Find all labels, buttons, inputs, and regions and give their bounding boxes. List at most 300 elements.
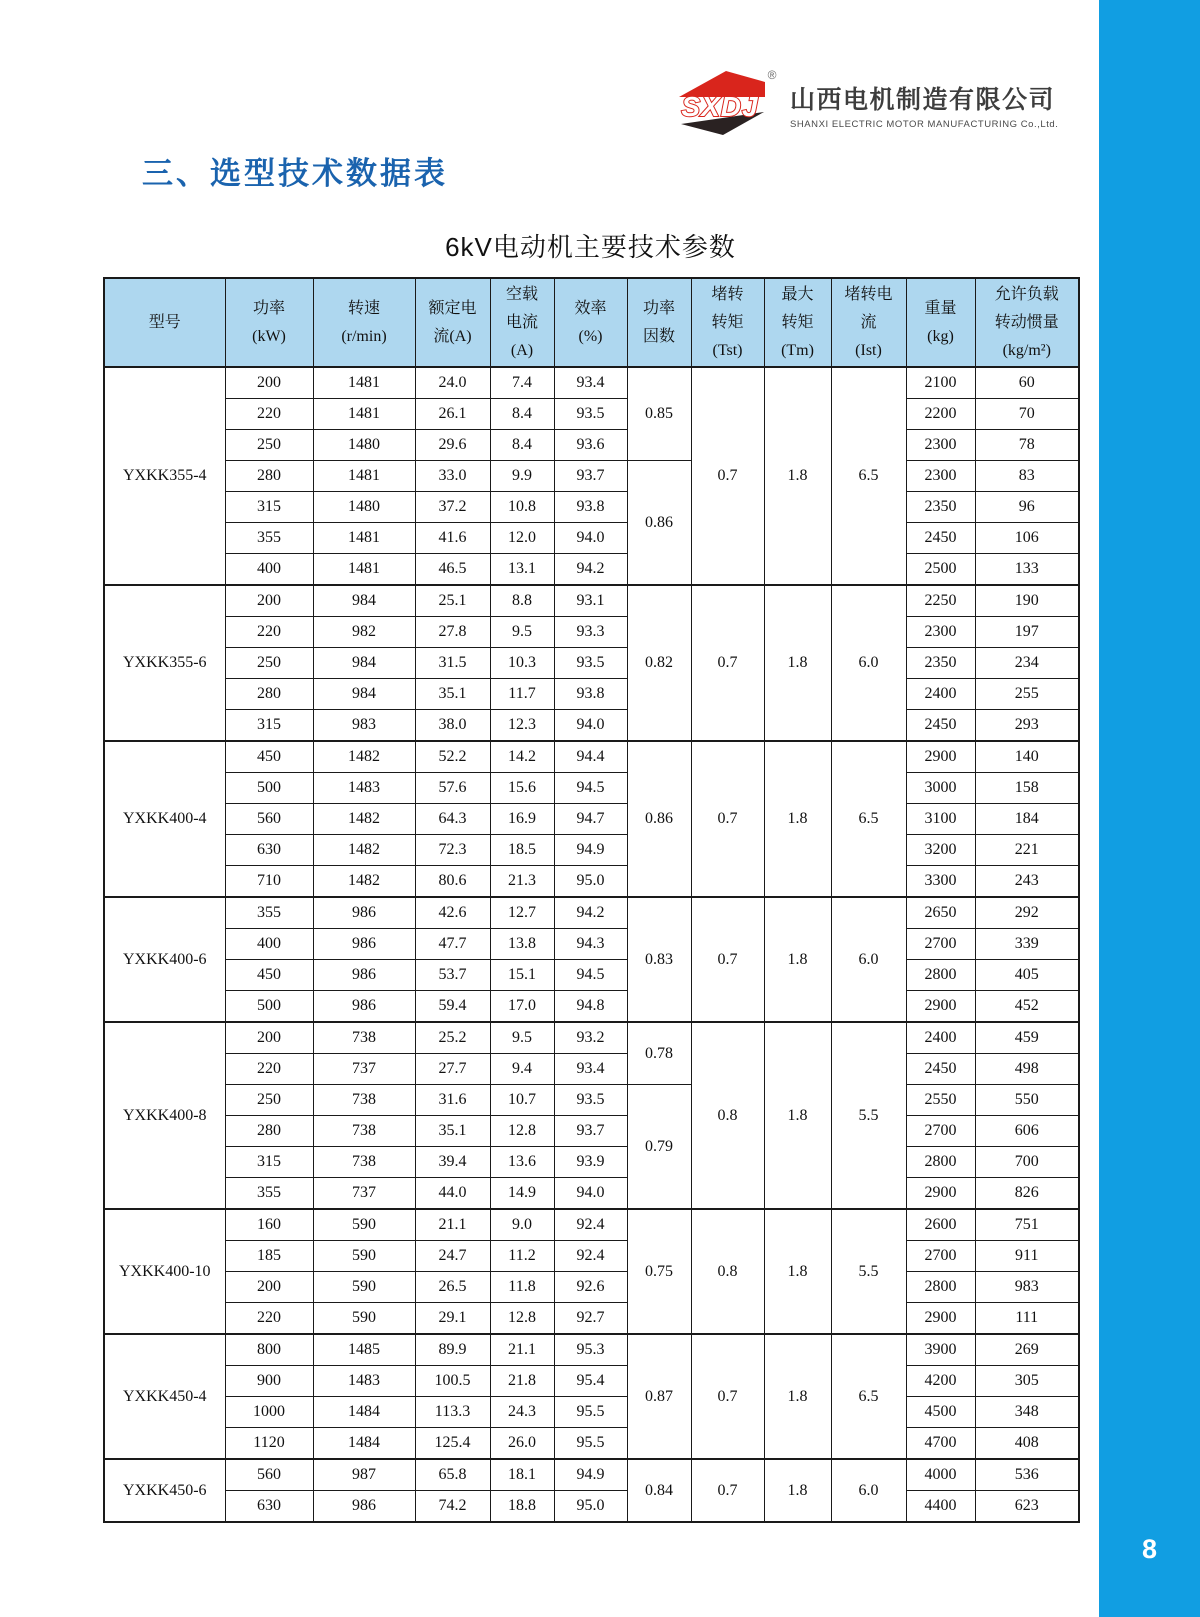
cell-weight: 3900: [906, 1334, 975, 1366]
cell-rated-current: 27.8: [415, 617, 490, 648]
cell-inertia: 550: [975, 1085, 1079, 1116]
cell-inertia: 106: [975, 523, 1079, 554]
cell-locked-torque: 0.7: [691, 367, 764, 585]
cell-power-factor: 0.83: [627, 897, 691, 1022]
cell-speed: 986: [313, 897, 415, 929]
cell-inertia: 190: [975, 585, 1079, 617]
cell-noload-current: 18.5: [490, 835, 554, 866]
cell-efficiency: 95.5: [554, 1428, 627, 1460]
cell-weight: 2250: [906, 585, 975, 617]
cell-speed: 737: [313, 1054, 415, 1085]
cell-rated-current: 100.5: [415, 1366, 490, 1397]
table-row: [104, 399, 1079, 430]
cell-rated-current: 27.7: [415, 1054, 490, 1085]
cell-inertia: 405: [975, 960, 1079, 991]
cell-speed: 982: [313, 617, 415, 648]
table-row: [104, 1241, 1079, 1272]
cell-inertia: 700: [975, 1147, 1079, 1178]
cell-noload-current: 10.8: [490, 492, 554, 523]
cell-rated-current: 44.0: [415, 1178, 490, 1210]
cell-speed: 1482: [313, 866, 415, 898]
cell-inertia: 498: [975, 1054, 1079, 1085]
cell-inertia: 305: [975, 1366, 1079, 1397]
table-row: [104, 1209, 1079, 1241]
cell-efficiency: 92.6: [554, 1272, 627, 1303]
cell-efficiency: 94.8: [554, 991, 627, 1023]
cell-rated-current: 25.1: [415, 585, 490, 617]
cell-power-factor: 0.79: [627, 1085, 691, 1210]
cell-rated-current: 31.5: [415, 648, 490, 679]
cell-efficiency: 94.0: [554, 523, 627, 554]
cell-model: YXKK450-6: [104, 1459, 225, 1522]
cell-power: 355: [225, 897, 313, 929]
cell-weight: 2800: [906, 1147, 975, 1178]
cell-efficiency: 92.7: [554, 1303, 627, 1335]
page-edge-strip: [1099, 0, 1200, 1617]
cell-power: 280: [225, 679, 313, 710]
cell-weight: 4400: [906, 1491, 975, 1523]
cell-weight: 2400: [906, 1022, 975, 1054]
cell-inertia: 140: [975, 741, 1079, 773]
cell-noload-current: 10.7: [490, 1085, 554, 1116]
cell-rated-current: 33.0: [415, 461, 490, 492]
column-header: 效率 (%): [554, 278, 627, 367]
cell-speed: 1481: [313, 523, 415, 554]
cell-inertia: 78: [975, 430, 1079, 461]
cell-power-factor: 0.78: [627, 1022, 691, 1085]
cell-locked-torque: 0.8: [691, 1022, 764, 1209]
cell-speed: 1484: [313, 1428, 415, 1460]
company-name-cn: 山西电机制造有限公司: [790, 86, 1056, 114]
cell-power: 220: [225, 1303, 313, 1335]
table-row: [104, 461, 1079, 492]
table-header-row: [104, 278, 1079, 367]
cell-speed: 984: [313, 585, 415, 617]
cell-power-factor: 0.84: [627, 1459, 691, 1522]
cell-noload-current: 8.4: [490, 399, 554, 430]
cell-model: YXKK400-8: [104, 1022, 225, 1209]
cell-inertia: 408: [975, 1428, 1079, 1460]
cell-inertia: 293: [975, 710, 1079, 742]
cell-efficiency: 93.2: [554, 1022, 627, 1054]
cell-weight: 3100: [906, 804, 975, 835]
cell-power: 250: [225, 430, 313, 461]
company-logo: [668, 66, 1058, 138]
cell-inertia: 536: [975, 1459, 1079, 1491]
cell-speed: 987: [313, 1459, 415, 1491]
cell-efficiency: 95.0: [554, 1491, 627, 1523]
table-title: 6kV电动机主要技术参数: [445, 232, 736, 262]
table-row: [104, 991, 1079, 1023]
cell-speed: 1480: [313, 430, 415, 461]
cell-speed: 986: [313, 991, 415, 1023]
table-row: [104, 1272, 1079, 1303]
cell-speed: 986: [313, 929, 415, 960]
cell-inertia: 292: [975, 897, 1079, 929]
table-row: [104, 1178, 1079, 1210]
cell-rated-current: 29.1: [415, 1303, 490, 1335]
table-row: [104, 1022, 1079, 1054]
cell-weight: 2100: [906, 367, 975, 399]
cell-noload-current: 17.0: [490, 991, 554, 1023]
cell-noload-current: 21.8: [490, 1366, 554, 1397]
cell-inertia: 96: [975, 492, 1079, 523]
cell-noload-current: 13.1: [490, 554, 554, 586]
cell-efficiency: 94.0: [554, 710, 627, 742]
cell-inertia: 243: [975, 866, 1079, 898]
column-header: 堵转电 流 (Ist): [831, 278, 906, 367]
table-row: [104, 1085, 1079, 1116]
cell-power: 160: [225, 1209, 313, 1241]
cell-rated-current: 21.1: [415, 1209, 490, 1241]
cell-speed: 738: [313, 1147, 415, 1178]
cell-rated-current: 35.1: [415, 679, 490, 710]
cell-speed: 738: [313, 1022, 415, 1054]
table-row: [104, 835, 1079, 866]
cell-max-torque: 1.8: [764, 1022, 831, 1209]
table-row: [104, 1491, 1079, 1523]
table-row: [104, 1397, 1079, 1428]
cell-efficiency: 93.5: [554, 399, 627, 430]
cell-power: 280: [225, 1116, 313, 1147]
cell-efficiency: 93.3: [554, 617, 627, 648]
cell-noload-current: 9.4: [490, 1054, 554, 1085]
logo-text-block: [790, 66, 1058, 130]
cell-noload-current: 16.9: [490, 804, 554, 835]
cell-speed: 1482: [313, 804, 415, 835]
cell-power: 800: [225, 1334, 313, 1366]
cell-max-torque: 1.8: [764, 741, 831, 897]
cell-rated-current: 80.6: [415, 866, 490, 898]
cell-weight: 3000: [906, 773, 975, 804]
table-row: [104, 1366, 1079, 1397]
cell-speed: 590: [313, 1272, 415, 1303]
cell-weight: 2350: [906, 492, 975, 523]
cell-noload-current: 12.8: [490, 1116, 554, 1147]
cell-speed: 738: [313, 1085, 415, 1116]
column-header: 额定电 流(A): [415, 278, 490, 367]
cell-efficiency: 93.8: [554, 492, 627, 523]
cell-noload-current: 10.3: [490, 648, 554, 679]
cell-noload-current: 24.3: [490, 1397, 554, 1428]
column-header: 重量 (kg): [906, 278, 975, 367]
section-heading: 三、选型技术数据表: [142, 156, 448, 191]
cell-power-factor: 0.75: [627, 1209, 691, 1334]
cell-noload-current: 11.8: [490, 1272, 554, 1303]
cell-max-torque: 1.8: [764, 897, 831, 1022]
cell-noload-current: 12.8: [490, 1303, 554, 1335]
table-row: [104, 648, 1079, 679]
cell-speed: 1481: [313, 461, 415, 492]
cell-noload-current: 8.4: [490, 430, 554, 461]
cell-inertia: 133: [975, 554, 1079, 586]
cell-inertia: 452: [975, 991, 1079, 1023]
cell-noload-current: 18.1: [490, 1459, 554, 1491]
cell-speed: 986: [313, 960, 415, 991]
cell-rated-current: 53.7: [415, 960, 490, 991]
cell-power-factor: 0.86: [627, 461, 691, 586]
cell-max-torque: 1.8: [764, 1209, 831, 1334]
cell-noload-current: 8.8: [490, 585, 554, 617]
cell-weight: 2700: [906, 1241, 975, 1272]
cell-model: YXKK355-4: [104, 367, 225, 585]
cell-speed: 1483: [313, 1366, 415, 1397]
cell-noload-current: 11.7: [490, 679, 554, 710]
cell-power: 560: [225, 1459, 313, 1491]
cell-weight: 2450: [906, 710, 975, 742]
cell-efficiency: 94.4: [554, 741, 627, 773]
cell-speed: 1481: [313, 367, 415, 399]
cell-weight: 2300: [906, 617, 975, 648]
cell-inertia: 269: [975, 1334, 1079, 1366]
cell-rated-current: 41.6: [415, 523, 490, 554]
cell-locked-torque: 0.7: [691, 1334, 764, 1459]
cell-efficiency: 94.0: [554, 1178, 627, 1210]
column-header: 最大 转矩 (Tm): [764, 278, 831, 367]
cell-speed: 1481: [313, 554, 415, 586]
cell-inertia: 606: [975, 1116, 1079, 1147]
cell-rated-current: 47.7: [415, 929, 490, 960]
cell-locked-current: 6.0: [831, 897, 906, 1022]
table-row: [104, 492, 1079, 523]
cell-inertia: 255: [975, 679, 1079, 710]
cell-power: 630: [225, 1491, 313, 1523]
cell-noload-current: 12.3: [490, 710, 554, 742]
cell-noload-current: 21.1: [490, 1334, 554, 1366]
table-row: [104, 710, 1079, 742]
cell-inertia: 184: [975, 804, 1079, 835]
cell-model: YXKK355-6: [104, 585, 225, 741]
cell-power: 250: [225, 1085, 313, 1116]
column-header: 堵转 转矩 (Tst): [691, 278, 764, 367]
cell-rated-current: 24.7: [415, 1241, 490, 1272]
cell-speed: 984: [313, 679, 415, 710]
logo-mark-text: SXDJ: [681, 91, 759, 122]
cell-rated-current: 113.3: [415, 1397, 490, 1428]
cell-inertia: 197: [975, 617, 1079, 648]
cell-power: 355: [225, 1178, 313, 1210]
cell-rated-current: 39.4: [415, 1147, 490, 1178]
cell-inertia: 751: [975, 1209, 1079, 1241]
cell-weight: 2900: [906, 991, 975, 1023]
table-row: [104, 929, 1079, 960]
cell-rated-current: 72.3: [415, 835, 490, 866]
table-row: [104, 617, 1079, 648]
cell-speed: 590: [313, 1241, 415, 1272]
cell-locked-torque: 0.8: [691, 1209, 764, 1334]
cell-weight: 2350: [906, 648, 975, 679]
cell-max-torque: 1.8: [764, 1334, 831, 1459]
cell-rated-current: 46.5: [415, 554, 490, 586]
cell-power: 400: [225, 929, 313, 960]
cell-power: 185: [225, 1241, 313, 1272]
cell-power-factor: 0.87: [627, 1334, 691, 1459]
cell-efficiency: 94.5: [554, 960, 627, 991]
cell-speed: 737: [313, 1178, 415, 1210]
cell-weight: 2200: [906, 399, 975, 430]
cell-rated-current: 65.8: [415, 1459, 490, 1491]
cell-power: 560: [225, 804, 313, 835]
cell-rated-current: 42.6: [415, 897, 490, 929]
cell-speed: 590: [313, 1209, 415, 1241]
cell-speed: 1484: [313, 1397, 415, 1428]
cell-efficiency: 95.5: [554, 1397, 627, 1428]
cell-efficiency: 92.4: [554, 1241, 627, 1272]
page-number: 8: [1141, 1534, 1158, 1564]
cell-locked-current: 6.0: [831, 585, 906, 741]
cell-power: 280: [225, 461, 313, 492]
cell-power: 1000: [225, 1397, 313, 1428]
table-row: [104, 804, 1079, 835]
cell-weight: 2450: [906, 1054, 975, 1085]
cell-rated-current: 29.6: [415, 430, 490, 461]
table-row: [104, 367, 1079, 399]
cell-inertia: 221: [975, 835, 1079, 866]
cell-inertia: 158: [975, 773, 1079, 804]
registered-mark: ®: [767, 68, 777, 82]
cell-efficiency: 93.5: [554, 1085, 627, 1116]
cell-rated-current: 24.0: [415, 367, 490, 399]
cell-weight: 2650: [906, 897, 975, 929]
cell-speed: 1481: [313, 399, 415, 430]
cell-rated-current: 57.6: [415, 773, 490, 804]
cell-weight: 2800: [906, 960, 975, 991]
cell-power: 900: [225, 1366, 313, 1397]
cell-inertia: 60: [975, 367, 1079, 399]
cell-rated-current: 59.4: [415, 991, 490, 1023]
cell-efficiency: 94.3: [554, 929, 627, 960]
table-row: [104, 585, 1079, 617]
cell-power: 450: [225, 960, 313, 991]
cell-locked-current: 6.5: [831, 367, 906, 585]
cell-power: 315: [225, 492, 313, 523]
table-header: [104, 278, 1079, 367]
table-row: [104, 1428, 1079, 1460]
cell-efficiency: 95.0: [554, 866, 627, 898]
cell-efficiency: 92.4: [554, 1209, 627, 1241]
cell-efficiency: 93.9: [554, 1147, 627, 1178]
cell-locked-current: 6.5: [831, 1334, 906, 1459]
cell-model: YXKK400-4: [104, 741, 225, 897]
cell-efficiency: 93.5: [554, 648, 627, 679]
cell-weight: 2700: [906, 1116, 975, 1147]
table-row: [104, 523, 1079, 554]
column-header: 空载 电流 (A): [490, 278, 554, 367]
column-header: 允许负载 转动惯量 (kg/m²): [975, 278, 1079, 367]
cell-speed: 590: [313, 1303, 415, 1335]
cell-model: YXKK400-6: [104, 897, 225, 1022]
cell-power: 500: [225, 773, 313, 804]
cell-power: 220: [225, 617, 313, 648]
cell-speed: 1482: [313, 741, 415, 773]
cell-weight: 2300: [906, 461, 975, 492]
cell-inertia: 70: [975, 399, 1079, 430]
cell-rated-current: 89.9: [415, 1334, 490, 1366]
cell-speed: 738: [313, 1116, 415, 1147]
cell-locked-torque: 0.7: [691, 741, 764, 897]
cell-power: 450: [225, 741, 313, 773]
cell-weight: 3200: [906, 835, 975, 866]
column-header: 转速 (r/min): [313, 278, 415, 367]
cell-noload-current: 13.8: [490, 929, 554, 960]
cell-weight: 2800: [906, 1272, 975, 1303]
cell-speed: 984: [313, 648, 415, 679]
cell-power: 500: [225, 991, 313, 1023]
cell-noload-current: 12.7: [490, 897, 554, 929]
cell-efficiency: 95.4: [554, 1366, 627, 1397]
cell-efficiency: 94.9: [554, 835, 627, 866]
cell-weight: 2500: [906, 554, 975, 586]
cell-efficiency: 94.9: [554, 1459, 627, 1491]
cell-noload-current: 18.8: [490, 1491, 554, 1523]
table-row: [104, 741, 1079, 773]
cell-inertia: 459: [975, 1022, 1079, 1054]
cell-weight: 2900: [906, 1303, 975, 1335]
cell-noload-current: 14.2: [490, 741, 554, 773]
cell-locked-current: 6.5: [831, 741, 906, 897]
cell-noload-current: 15.6: [490, 773, 554, 804]
cell-power: 630: [225, 835, 313, 866]
cell-weight: 4200: [906, 1366, 975, 1397]
cell-rated-current: 35.1: [415, 1116, 490, 1147]
cell-noload-current: 9.5: [490, 617, 554, 648]
cell-weight: 4700: [906, 1428, 975, 1460]
cell-power: 200: [225, 367, 313, 399]
table-row: [104, 1116, 1079, 1147]
company-name-en: SHANXI ELECTRIC MOTOR MANUFACTURING Co.,Ltd.: [790, 119, 1059, 130]
cell-weight: 4000: [906, 1459, 975, 1491]
cell-noload-current: 12.0: [490, 523, 554, 554]
cell-rated-current: 38.0: [415, 710, 490, 742]
cell-rated-current: 25.2: [415, 1022, 490, 1054]
motor-spec-table: [103, 277, 1080, 1523]
cell-locked-torque: 0.7: [691, 1459, 764, 1522]
cell-weight: 4500: [906, 1397, 975, 1428]
cell-efficiency: 95.3: [554, 1334, 627, 1366]
cell-weight: 2300: [906, 430, 975, 461]
table-row: [104, 897, 1079, 929]
cell-speed: 1482: [313, 835, 415, 866]
cell-efficiency: 93.4: [554, 367, 627, 399]
cell-inertia: 234: [975, 648, 1079, 679]
cell-efficiency: 93.8: [554, 679, 627, 710]
column-header: 型号: [104, 278, 225, 367]
cell-power: 355: [225, 523, 313, 554]
cell-locked-current: 6.0: [831, 1459, 906, 1522]
cell-inertia: 983: [975, 1272, 1079, 1303]
cell-power: 200: [225, 585, 313, 617]
cell-weight: 2900: [906, 1178, 975, 1210]
cell-power-factor: 0.85: [627, 367, 691, 461]
cell-max-torque: 1.8: [764, 1459, 831, 1522]
cell-noload-current: 9.5: [490, 1022, 554, 1054]
table-row: [104, 960, 1079, 991]
logo-mark-icon: [668, 66, 780, 138]
cell-power: 315: [225, 710, 313, 742]
cell-noload-current: 21.3: [490, 866, 554, 898]
cell-power-factor: 0.82: [627, 585, 691, 741]
cell-rated-current: 26.5: [415, 1272, 490, 1303]
cell-locked-torque: 0.7: [691, 897, 764, 1022]
cell-power: 1120: [225, 1428, 313, 1460]
cell-efficiency: 94.7: [554, 804, 627, 835]
cell-power-factor: 0.86: [627, 741, 691, 897]
cell-efficiency: 94.5: [554, 773, 627, 804]
cell-speed: 1480: [313, 492, 415, 523]
cell-noload-current: 11.2: [490, 1241, 554, 1272]
cell-inertia: 826: [975, 1178, 1079, 1210]
table-row: [104, 1054, 1079, 1085]
